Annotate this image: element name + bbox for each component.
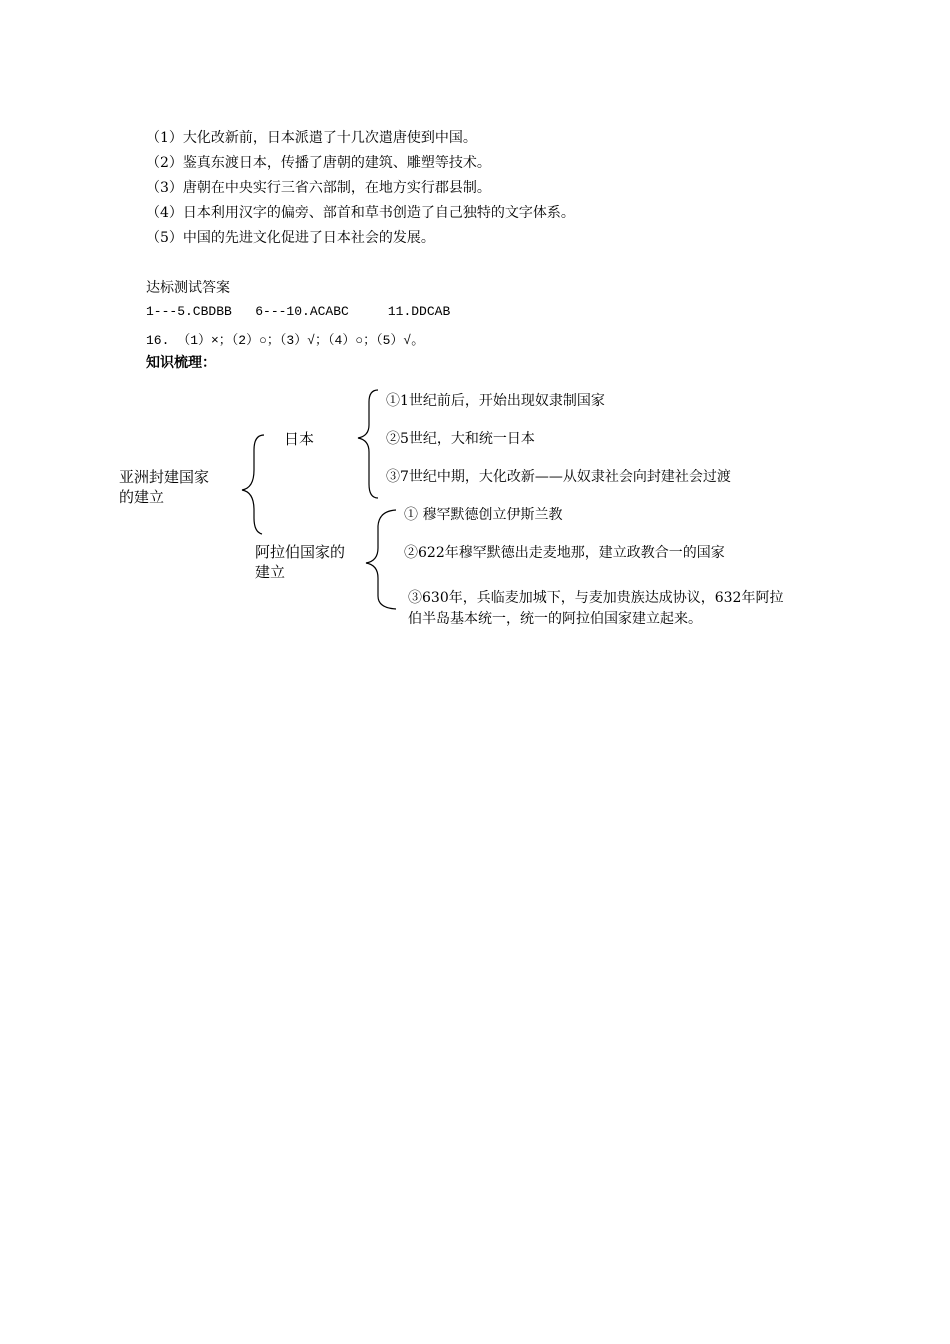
- arab-item-3: ③630年，兵临麦加城下，与麦加贵族达成协议，632年阿拉伯半岛基本统一，统一的阿拉伯国家建立起来。: [408, 590, 784, 627]
- japan-item-1: ①1世纪前后，开始出现奴隶制国家: [386, 393, 605, 409]
- knowledge-heading: 知识梳理：: [146, 355, 216, 371]
- answers-heading: 达标测试答案: [146, 280, 230, 296]
- statement-2: （2）鉴真东渡日本，传播了唐朝的建筑、雕塑等技术。: [146, 155, 491, 171]
- arab-item-2: ②622年穆罕默德出走麦地那，建立政教合一的国家: [404, 545, 725, 561]
- root-brace: [242, 435, 264, 534]
- answers-line-1: 1---5.CBDBB 6---10.ACABC 11.DDCAB: [146, 304, 451, 319]
- statement-3: （3）唐朝在中央实行三省六部制，在地方实行郡县制。: [146, 180, 491, 196]
- statement-1: （1）大化改新前，日本派遣了十几次遣唐使到中国。: [146, 130, 477, 146]
- japan-item-3: ③7世纪中期，大化改新——从奴隶社会向封建社会过渡: [386, 469, 731, 485]
- statement-5: （5）中国的先进文化促进了日本社会的发展。: [146, 230, 435, 246]
- japan-label: 日本: [284, 430, 315, 448]
- japan-brace: [358, 390, 378, 498]
- root-label: 亚洲封建国家的建立: [119, 468, 210, 506]
- arab-brace: [366, 510, 396, 609]
- japan-item-2: ②5世纪，大和统一日本: [386, 431, 535, 447]
- statement-4: （4）日本利用汉字的偏旁、部首和草书创造了自己独特的文字体系。: [146, 205, 575, 221]
- answers-line-2: 16. （1）×；（2）○；（3）√；（4）○；（5）√。: [146, 333, 425, 348]
- arab-item-1: ① 穆罕默德创立伊斯兰教: [404, 507, 563, 523]
- arab-label: 阿拉伯国家的建立: [255, 543, 346, 581]
